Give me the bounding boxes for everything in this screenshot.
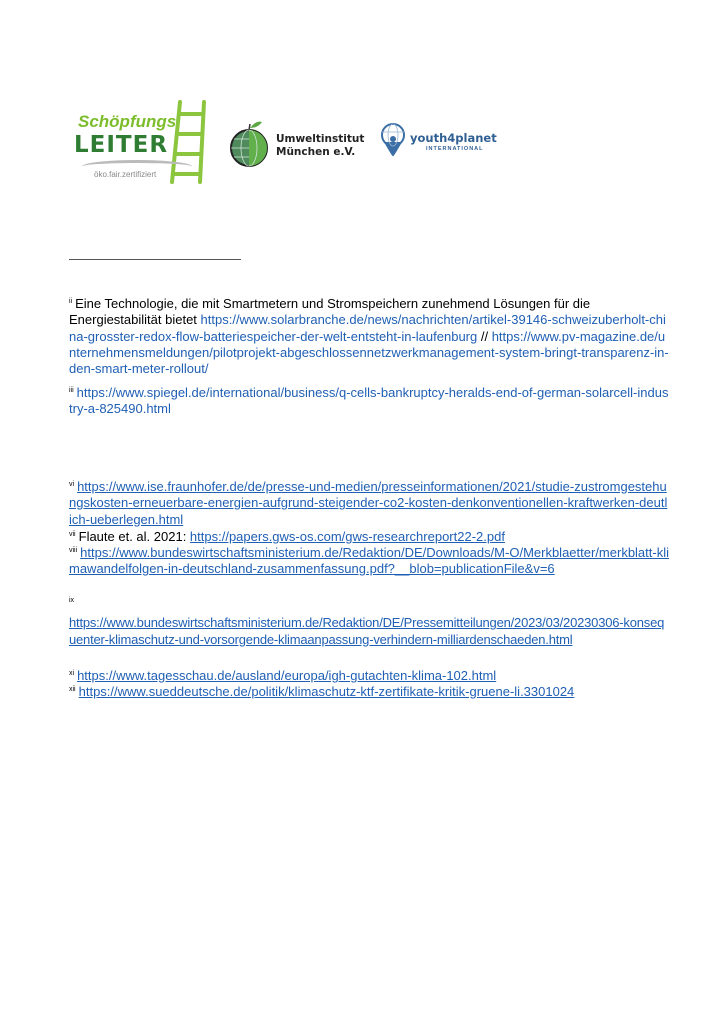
footnote-link[interactable]: https://www.sueddeutsche.de/politik/klimaschutz-ktf-zertifikate-kritik-gruene-li.3301024 (78, 684, 575, 699)
footnote-link[interactable]: https://www.bundeswirtschaftsministerium.de/Redaktion/DE/Downloads/M-O/Merkblaetter/merkblatt-klimawandelfolgen-in-deutschland-zusammenfassung.pdf?__blob=publicationFile&v=6 (69, 545, 669, 577)
footnote-link[interactable]: https://www.pv-magazine.de/unternehmensmeldungen/pilotprojekt-abgeschlossennetzwerkmanagement-system-bringt-transparenz-in-den-smart-meter-rollout/ (69, 328, 669, 377)
footnote-link[interactable]: https://papers.gws-os.com/gws-researchreport22-2.pdf (189, 529, 505, 544)
footnote-link[interactable]: https://www.bundeswirtschaftsministerium.de/Redaktion/DE/Pressemitteilungen/2023/03/20230306-konsequenter-klimaschutz-und-vorsorgende-klimaanpassung-verhindern-milliardenschaeden.html (69, 615, 665, 647)
footnote-marker: ii (69, 298, 73, 305)
logo-text-line2: München e.V. (276, 146, 356, 158)
footnote-separator (69, 259, 241, 260)
footnote-link[interactable]: https://www.ise.fraunhofer.de/de/presse-und-medien/presseinformationen/2021/studie-zustromgestehungskosten-erneuerbare-energien-aufgrund-steigender-co2-kosten-denkonventionellen-kraftwerken-deutlich-ueberlegen.html (69, 479, 668, 527)
footnote-marker: vi (69, 481, 75, 488)
footnote-marker: xi (69, 670, 75, 677)
logo-tagline: öko.fair.zertifiziert (94, 170, 157, 179)
globe-person-icon (380, 122, 408, 158)
footnote-link[interactable]: https://www.solarbranche.de/news/nachrichten/artikel-39146-schweizuberholt-china-grosster-redox-flow-batteriespeicher-der-welt-entsteht-in-laufenburg (69, 312, 666, 344)
footnote-ii (69, 296, 669, 377)
footnote-link[interactable]: https://www.tagesschau.de/ausland/europa/igh-gutachten-klima-102.html (77, 668, 497, 683)
footnote-text: Flaute et. al. 2021: (78, 529, 190, 544)
youth4planet-logo (380, 122, 500, 158)
footnote-link[interactable]: https://www.spiegel.de/international/business/q-cells-bankruptcy-heralds-end-of-german-solarcell-industry-a-825490.html (69, 385, 669, 417)
footnote-marker: iii (69, 387, 74, 394)
footnote-viii (69, 545, 669, 578)
footnote-marker: ix (69, 597, 75, 604)
footnote-iii (69, 385, 669, 418)
umweltinstitut-logo (226, 118, 366, 168)
footnote-ix (69, 595, 669, 648)
apple-globe-icon (226, 118, 272, 168)
footnote-vii (69, 529, 669, 545)
logo-text-line2: LEITER (74, 132, 169, 158)
logo-text-line1: Umweltinstitut (276, 133, 365, 145)
footnote-marker: vii (69, 531, 76, 538)
footnote-xi (69, 668, 669, 684)
logo-text: youth4planet (410, 131, 497, 145)
logo-bar (0, 0, 724, 200)
footnote-xii (69, 684, 669, 700)
footnote-marker: viii (69, 547, 78, 554)
footnote-text: Eine Technologie, die mit Smartmetern und Stromspeichern zunehmend Lösungen für die Energiestabilität bietet (69, 296, 591, 328)
footnote-separator-text: // (477, 328, 492, 344)
footnote-vi (69, 479, 669, 528)
footnote-marker: xii (69, 686, 76, 693)
schoepfungsleiter-logo (72, 98, 212, 186)
logo-subtext: INTERNATIONAL (426, 146, 484, 152)
logo-text-line1: Schöpfungs (78, 112, 177, 131)
